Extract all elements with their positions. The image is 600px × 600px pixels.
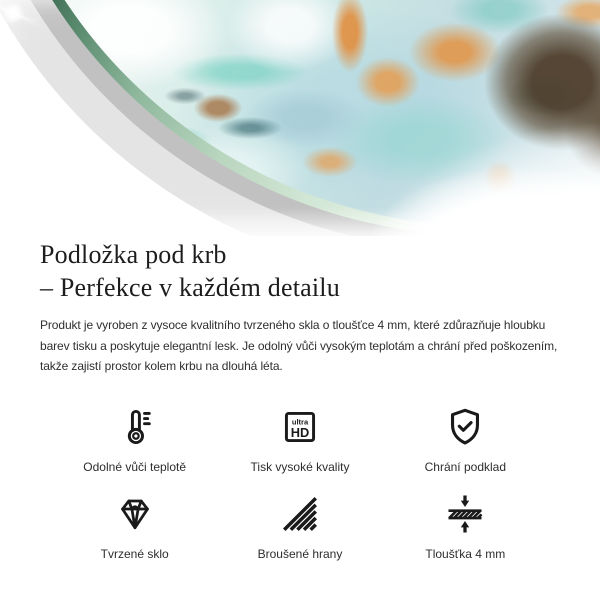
feature-label: Odolné vůči teplotě [83,459,187,474]
feature-heat-resistant [52,405,217,474]
page-title-line1: Podložka pod krb [40,240,227,269]
feature-label: Broušené hrany [257,546,343,561]
feature-thickness [383,492,548,561]
description-line: barev tisku a poskytuje elegantní lesk. Je odolný vůči vysokým teplotám a chrání před poškozením, [40,338,558,353]
shield-check-icon [443,405,487,449]
page-title-line2: – Perfekce v každém detailu [40,273,340,302]
product-image [0,0,600,236]
diamond-icon [113,492,157,536]
page-title [40,238,560,304]
glass-sparkle [0,0,26,26]
feature-polished-edges [217,492,382,561]
feature-label: Tvrzené sklo [100,546,169,561]
feature-grid [40,405,560,561]
feature-label: Tisk vysoké kvality [250,459,350,474]
feature-print-quality [217,405,382,474]
thermometer-icon [113,405,157,449]
beveled-edges-icon [278,492,322,536]
thickness-icon [443,492,487,536]
description-line: Produkt je vyroben z vysoce kvalitního tvrzeného skla o tloušťce 4 mm, které zdůrazňuje hloubku [40,318,546,332]
ultra-hd-icon-text-small: ultra [291,416,309,426]
description-line: takže zajistí prostor kolem krbu na dlouhá léta. [40,359,283,373]
feature-label: Tloušťka 4 mm [425,546,506,561]
product-text-section [0,238,600,561]
feature-tempered-glass [52,492,217,561]
product-description [40,315,560,377]
ultra-hd-icon-text-large: HD [290,424,310,440]
image-fade-overlay [0,0,600,236]
feature-protects-surface [383,405,548,474]
ultra-hd-icon [278,405,322,449]
feature-label: Chrání podklad [424,459,507,474]
